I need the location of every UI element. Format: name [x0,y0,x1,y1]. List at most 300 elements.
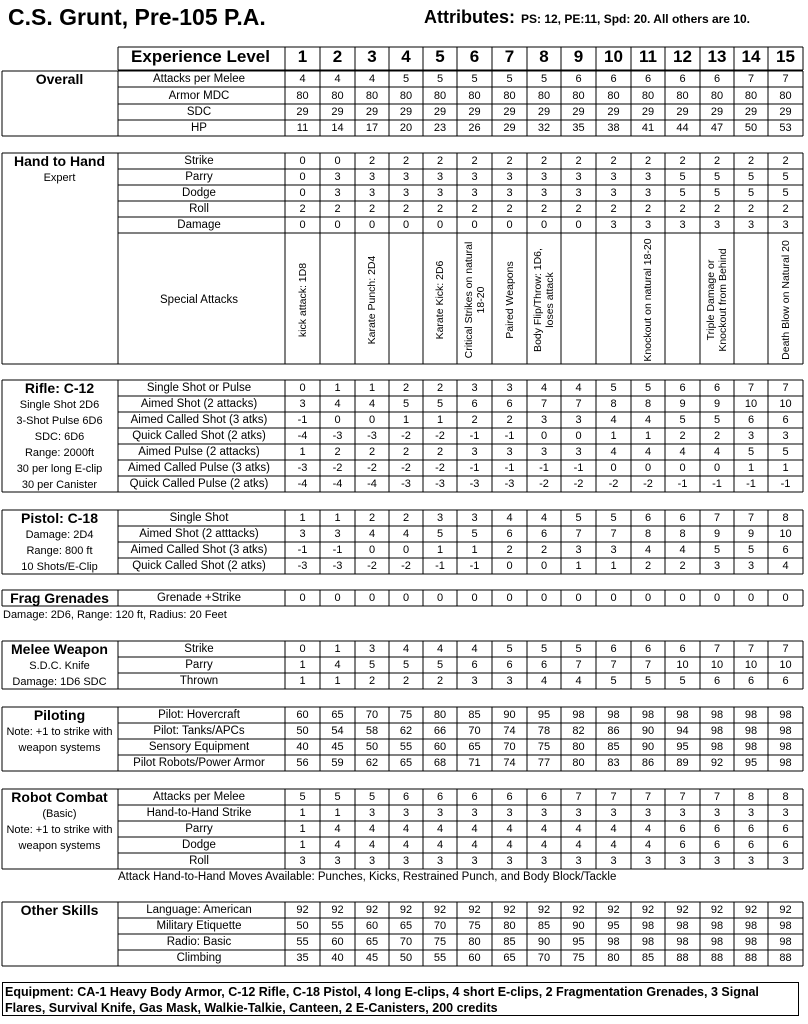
special-attack-text: Karate Kick: 2D6 [434,260,446,340]
row-value: 0 [299,592,306,604]
row-value: 94 [676,725,689,737]
row-label: Aimed Shot (2 atttacks) [139,528,259,540]
row-value: -2 [401,462,411,474]
row-value: 0 [747,592,755,604]
row-label: Quick Called Shot (2 atks) [132,560,266,572]
row-value: 5 [713,414,721,426]
row-value: 35 [296,952,309,964]
row-value: 65 [503,952,516,964]
row-value: 50 [399,952,413,964]
row-value: 7 [713,643,721,655]
row-value: 65 [399,920,413,932]
row-value: 98 [744,936,758,948]
row-value: 3 [299,528,306,540]
row-value: 5 [368,659,376,671]
special-attack-text: Paired Weapons [503,261,516,339]
row-value: 1 [782,462,789,474]
row-value: 29 [537,106,551,118]
row-label: Strike [184,155,214,167]
row-value: 2 [436,203,444,215]
row-value: 92 [365,904,379,916]
row-value: 3 [644,855,652,867]
row-value: -1 [469,462,480,474]
row-value: 3 [471,855,478,867]
row-value: 55 [399,741,413,753]
row-value: 4 [506,512,513,524]
row-value: 6 [471,791,478,803]
row-value: 98 [710,936,724,948]
row-value: 75 [572,952,585,964]
row-value: 5 [679,187,686,199]
row-value: -1 [469,560,480,572]
row-value: 4 [575,675,582,687]
row-value: 5 [402,73,410,85]
row-label: Roll [189,203,209,215]
row-value: 3 [506,171,513,183]
row-label: Radio: Basic [166,936,232,948]
row-value: 4 [402,839,410,851]
row-value: 92 [503,904,516,916]
row-label: Grenade +Strike [156,592,242,604]
row-label: Hand-to-Hand Strike [146,807,252,819]
row-value: 0 [402,544,410,556]
row-value: 0 [436,592,444,604]
row-value: 1 [299,839,306,851]
row-value: 8 [644,398,652,410]
row-label: Quick Called Pulse (2 atks) [129,478,269,490]
row-value: 2 [506,414,513,426]
row-value: 7 [575,528,582,540]
row-value: 7 [610,528,617,540]
row-value: 3 [540,171,548,183]
row-value: 98 [779,757,792,769]
row-label: Military Etiquette [156,920,242,932]
row-value: 10 [676,659,689,671]
row-value: 4 [540,512,548,524]
row-value: 70 [399,936,413,948]
row-value: 4 [575,823,582,835]
level-header-8: 8 [539,47,549,66]
row-value: 10 [779,659,792,671]
row-value: 5 [782,187,789,199]
row-value: 1 [644,430,652,442]
row-label: Pilot Robots/Power Armor [133,757,265,769]
row-value: 6 [713,675,721,687]
row-value: 6 [575,73,582,85]
row-value: 4 [575,382,582,394]
row-value: 75 [537,741,551,753]
row-value: 3 [644,219,652,231]
row-value: 66 [433,725,447,737]
row-value: 2 [679,430,686,442]
row-value: -3 [297,462,308,474]
section-note-line: Range: 2000ft [24,447,95,459]
row-value: 2 [644,155,652,167]
row-value: 53 [779,122,792,134]
row-value: 6 [782,414,789,426]
row-value: 4 [644,544,652,556]
row-value: 80 [572,90,585,102]
row-value: -1 [746,478,756,490]
row-value: 6 [644,512,652,524]
row-value: -2 [332,462,343,474]
row-value: 95 [607,920,620,932]
row-value: -1 [435,560,445,572]
row-value: 3 [506,675,513,687]
row-value: 2 [402,446,410,458]
row-value: -4 [297,430,308,442]
row-label: Aimed Shot (2 attacks) [140,398,258,410]
row-value: 85 [537,920,551,932]
special-attack-text: Triple Damage or Knockout from Behind [705,248,729,352]
level-header-6: 6 [469,47,480,66]
row-value: 5 [575,643,582,655]
row-value: 98 [779,741,792,753]
row-value: 71 [468,757,481,769]
row-value: 2 [679,203,686,215]
row-value: 4 [644,446,652,458]
equipment-label: Equipment: [5,985,74,999]
row-value: 70 [433,920,447,932]
row-value: 98 [779,920,792,932]
row-value: 4 [368,839,376,851]
row-value: 0 [644,462,652,474]
row-value: -3 [297,560,308,572]
level-header-14: 14 [741,47,761,66]
row-value: 5 [368,791,376,803]
row-value: -3 [332,430,343,442]
row-value: 1 [299,446,306,458]
row-value: 3 [540,446,548,458]
row-value: 4 [334,398,341,410]
row-value: -2 [643,478,653,490]
row-value: 3 [368,643,376,655]
row-value: 6 [402,791,410,803]
row-value: 75 [399,709,413,721]
row-value: 4 [436,839,444,851]
row-value: 80 [710,90,724,102]
row-value: -2 [367,560,377,572]
row-value: 0 [782,592,789,604]
level-header-7: 7 [504,47,515,66]
row-value: 75 [468,920,481,932]
row-value: 3 [540,807,548,819]
row-value: 6 [782,675,789,687]
row-value: 5 [644,382,652,394]
row-value: 85 [641,952,655,964]
row-value: 4 [436,643,444,655]
row-value: 4 [644,839,652,851]
special-attack-text: Body Flip/Throw: 1D6, loses attack [532,248,556,352]
row-value: 95 [676,741,689,753]
row-value: 7 [747,73,755,85]
row-value: 0 [679,592,686,604]
row-value: 3 [644,187,652,199]
row-label: Aimed Called Shot (3 atks) [130,544,268,556]
row-value: 4 [334,73,341,85]
row-value: 6 [679,73,686,85]
row-label: Aimed Pulse (2 attacks) [138,446,260,458]
row-value: 0 [299,382,306,394]
row-value: 80 [468,90,481,102]
row-value: 6 [713,823,721,835]
row-value: 0 [575,219,582,231]
row-value: 1 [610,560,617,572]
row-value: 0 [713,462,721,474]
row-label: Sensory Equipment [148,741,250,753]
row-value: 80 [537,90,551,102]
row-value: 7 [747,512,755,524]
row-value: 5 [436,528,444,540]
row-value: 8 [747,791,755,803]
row-value: 2 [402,382,410,394]
row-value: 29 [503,122,516,134]
row-value: 6 [540,659,548,671]
row-value: 2 [506,544,513,556]
row-value: 0 [506,560,513,572]
row-value: 98 [779,709,792,721]
row-value: 4 [610,446,617,458]
row-value: 29 [433,106,447,118]
row-value: 4 [506,823,513,835]
section-note-line: Damage: 2D4 [25,529,94,541]
row-value: 3 [402,855,410,867]
row-value: 86 [641,757,655,769]
row-value: 5 [610,382,617,394]
row-value: 6 [610,73,617,85]
row-value: 92 [676,904,689,916]
row-value: 5 [575,512,582,524]
row-value: 98 [779,725,792,737]
row-value: 65 [468,741,481,753]
row-value: 3 [610,544,617,556]
row-value: 98 [641,920,655,932]
row-value: 4 [644,414,652,426]
row-value: 2 [506,203,513,215]
row-value: 1 [436,414,444,426]
row-value: 5 [610,512,617,524]
special-attack-text: Critical Strikes on natural 18-20 [462,241,487,359]
row-value: 6 [679,382,686,394]
row-value: 10 [710,659,724,671]
row-value: 2 [436,446,444,458]
section-note-line: weapon systems [18,742,101,754]
row-value: 4 [471,839,478,851]
row-value: 3 [610,855,617,867]
row-value: 17 [365,122,379,134]
row-value: 5 [679,675,686,687]
row-value: 6 [679,839,686,851]
row-value: 78 [537,725,551,737]
row-value: 6 [713,839,721,851]
row-value: 7 [782,643,789,655]
row-value: -2 [435,430,445,442]
row-value: 5 [436,659,444,671]
row-value: 5 [713,187,721,199]
row-value: 4 [540,839,548,851]
row-value: 6 [471,659,478,671]
row-value: 60 [365,920,379,932]
experience-level-label: Experience Level [131,47,270,66]
row-value: 50 [296,920,309,932]
row-value: 0 [368,592,376,604]
section-note-line: Range: 800 ft [26,545,93,557]
row-value: 2 [644,560,652,572]
row-value: 4 [471,643,478,655]
row-value: 92 [641,904,655,916]
row-value: 80 [331,90,344,102]
row-value: 3 [368,807,376,819]
row-value: 2 [402,155,410,167]
row-value: 98 [607,709,620,721]
row-value: 3 [540,414,548,426]
row-value: 1 [334,512,341,524]
row-value: 5 [471,528,478,540]
row-value: 2 [747,203,755,215]
row-value: 3 [334,187,341,199]
row-value: 14 [331,122,344,134]
row-value: 98 [779,936,792,948]
row-value: 3 [334,528,341,540]
row-label: Parry [185,823,213,835]
row-value: 6 [713,382,721,394]
section-note-line: Note: +1 to strike with [6,824,113,836]
row-value: 4 [368,73,376,85]
row-value: -2 [539,478,549,490]
row-value: 3 [506,807,513,819]
row-value: 5 [402,398,410,410]
row-value: 2 [747,155,755,167]
row-value: 0 [402,219,410,231]
row-value: 29 [399,106,413,118]
row-value: -1 [712,478,722,490]
row-value: 0 [679,462,686,474]
row-value: 83 [607,757,620,769]
row-label: Parry [185,171,213,183]
row-value: 2 [471,203,478,215]
row-value: 3 [471,382,478,394]
row-value: 98 [641,709,655,721]
row-value: 0 [540,219,548,231]
row-value: 2 [436,155,444,167]
row-value: -2 [367,462,377,474]
row-value: 6 [506,791,513,803]
row-value: 4 [402,823,410,835]
row-value: 7 [644,659,652,671]
row-label: Thrown [179,675,219,687]
row-value: 95 [744,757,758,769]
row-value: -3 [469,478,480,490]
row-value: 8 [782,791,789,803]
row-value: 0 [299,171,306,183]
row-value: 3 [679,855,686,867]
row-value: 4 [334,839,341,851]
row-value: 3 [610,171,617,183]
row-value: -1 [332,544,343,556]
row-value: 0 [506,219,513,231]
row-value: 88 [779,952,792,964]
row-value: 3 [782,430,789,442]
row-value: -1 [469,430,480,442]
section-title: Robot Combat [11,789,108,805]
row-value: 7 [644,791,652,803]
row-label: Armor MDC [168,90,230,102]
row-value: 29 [331,106,344,118]
row-value: 6 [747,414,755,426]
row-value: 85 [468,709,481,721]
row-value: 0 [368,219,376,231]
row-value: 8 [610,398,617,410]
row-value: 80 [503,90,516,102]
row-value: -2 [401,560,411,572]
row-value: 0 [299,187,306,199]
row-value: 6 [610,643,617,655]
row-label: Strike [184,643,214,655]
row-value: 90 [641,741,655,753]
row-value: 0 [436,219,444,231]
row-value: -3 [332,560,343,572]
row-value: 89 [676,757,689,769]
row-value: 95 [537,709,551,721]
row-value: 10 [744,398,758,410]
row-value: 5 [610,675,617,687]
row-value: 4 [782,560,789,572]
row-value: 2 [471,155,478,167]
special-attacks-label: Special Attacks [160,294,238,306]
level-header-3: 3 [367,47,377,66]
row-value: 5 [436,398,444,410]
row-value: 65 [399,757,413,769]
row-value: 3 [575,855,582,867]
row-value: 3 [610,219,617,231]
row-value: 1 [334,382,341,394]
row-value: 3 [436,512,444,524]
row-value: 2 [402,675,410,687]
row-value: 3 [782,219,789,231]
row-value: 0 [610,592,617,604]
row-value: 1 [334,643,341,655]
row-value: 2 [402,512,410,524]
row-value: 29 [641,106,655,118]
row-value: 3 [575,807,582,819]
row-value: 3 [575,187,582,199]
row-value: 3 [436,187,444,199]
row-value: 3 [299,855,306,867]
row-value: 54 [331,725,344,737]
row-value: 29 [779,106,792,118]
row-value: 80 [296,90,309,102]
row-value: 3 [368,855,376,867]
row-value: 7 [782,382,789,394]
row-value: 5 [747,171,755,183]
level-header-10: 10 [604,47,623,66]
row-value: 50 [296,725,309,737]
row-value: 0 [506,592,513,604]
equipment-text: CA-1 Heavy Body Armor, C-12 Rifle, C-18 Pistol, 4 long E-clips, 4 short E-clips, 2 Fragmentation Grenades, 3 Signal Flares, Survival Knife, Gas Mask, Walkie-Talkie, Canteen, 2 E-Canisters, 200 credits [5,985,759,1015]
row-value: 1 [436,544,444,556]
row-value: 98 [607,936,620,948]
row-value: 4 [575,839,582,851]
row-value: 5 [713,171,721,183]
row-value: 2 [540,544,548,556]
row-value: 85 [607,741,620,753]
row-value: 6 [506,528,513,540]
section-title: Hand to Hand [14,153,105,169]
row-value: 98 [744,725,758,737]
row-value: 44 [676,122,689,134]
row-value: 3 [471,512,478,524]
row-value: 6 [747,839,755,851]
